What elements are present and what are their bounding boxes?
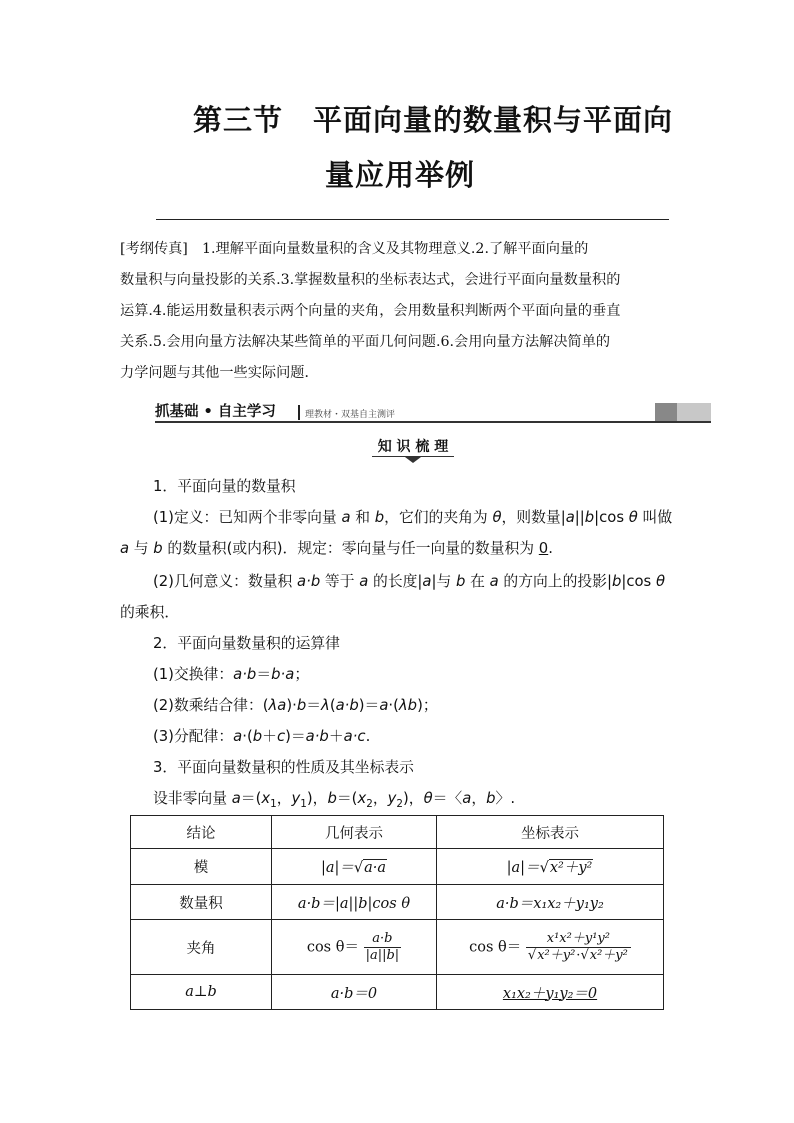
text: ＋ [328, 728, 344, 745]
text: ＝ [256, 666, 272, 683]
row-label: 夹角 [131, 920, 272, 975]
title-divider [156, 219, 669, 220]
text: . [548, 540, 553, 557]
text: (3)分配律： [153, 728, 234, 745]
row-label: 模 [131, 849, 272, 885]
math-a: a [120, 540, 130, 557]
text: ， [471, 790, 487, 807]
formula: |a|＝ [320, 860, 354, 876]
math: b [296, 697, 307, 714]
row-label [131, 975, 272, 1010]
text: ，则数量| [501, 509, 566, 526]
text: 叫做 [637, 509, 673, 526]
denominator: √x²＋y²·√x²＋y² [527, 947, 628, 963]
table-cell [437, 975, 664, 1010]
s1-geometric-line-1 [153, 570, 665, 591]
s1-heading: 1．平面向量的数量积 [153, 478, 296, 495]
formula: a·b＝|a||b|cos θ [297, 895, 411, 912]
math: λa [268, 697, 287, 714]
table-header-cell: 几何表示 [272, 816, 437, 849]
s2-law-3 [153, 725, 370, 746]
table-cell [272, 849, 437, 885]
section-heading [370, 436, 456, 456]
sqrt-content: x²＋y² [549, 860, 593, 876]
formula: a·b＝ [496, 895, 534, 912]
math: y [291, 790, 301, 807]
table-row [131, 920, 664, 975]
math: a [233, 728, 243, 745]
kaogang-line: [考纲传真] 1.理解平面向量数量积的含义及其物理意义.2.了解平面向量的 [120, 241, 589, 257]
text: 的数量积(或内积)．规定：零向量与任一向量的数量积为 [162, 540, 539, 557]
subscript: 1 [300, 797, 307, 810]
table-cell [272, 975, 437, 1010]
text: )； [417, 697, 438, 714]
text: |cos [621, 573, 656, 590]
formula: x₁x₂＋y₁y₂＝0 [502, 985, 598, 1002]
text: 设非零向量 [153, 790, 232, 807]
page-title-line-1: 第三节 平面向量的数量积与平面向 [193, 103, 674, 137]
table-row [131, 975, 664, 1010]
s3-heading: 3．平面向量数量积的性质及其坐标表示 [153, 759, 414, 776]
table-header-row [131, 816, 664, 849]
math-a: a [489, 573, 499, 590]
text: || [574, 509, 585, 526]
math-b: b [153, 540, 163, 557]
math-a: a [359, 573, 369, 590]
band-separator [298, 405, 300, 420]
text: ＝( [336, 790, 358, 807]
math-a: a [422, 573, 432, 590]
text: ， [372, 790, 388, 807]
fraction [364, 931, 402, 964]
math: x [357, 790, 367, 807]
math-a: a [341, 509, 351, 526]
math-b: b [611, 573, 622, 590]
text: ·( [242, 728, 253, 745]
math: a·c [343, 728, 366, 745]
math: c [276, 728, 286, 745]
formula: |a|＝ [506, 860, 540, 876]
sqrt-content: x²＋y² [589, 947, 628, 963]
text: |cos [594, 509, 629, 526]
text: )＝ [285, 728, 306, 745]
math: λ [321, 697, 330, 714]
s2-law-1 [153, 663, 309, 684]
text: |与 [431, 573, 456, 590]
math-theta: θ [492, 509, 502, 526]
text: . [365, 728, 371, 745]
numerator: x¹x²＋y¹y² [526, 931, 631, 948]
math: a·b [335, 697, 359, 714]
math: x [261, 790, 271, 807]
math-a: a [565, 509, 575, 526]
math: θ [423, 790, 433, 807]
table-cell [272, 885, 437, 920]
s1-geometric-line-2: 的乘积． [120, 604, 180, 621]
math: b·a [271, 666, 295, 683]
text: ， [276, 790, 292, 807]
text: ( [329, 697, 336, 714]
formula: cos θ＝ [469, 939, 522, 955]
text: 与 [129, 540, 154, 557]
math: b [327, 790, 337, 807]
formula: x₁x₂＋y₁y₂ [533, 895, 604, 912]
math: b [252, 728, 263, 745]
subscript: 2 [366, 797, 373, 810]
table-row [131, 885, 664, 920]
text: 和 [350, 509, 375, 526]
math-theta: θ [628, 509, 638, 526]
section-heading-text: 知 识 梳 理 [377, 439, 449, 455]
text: )＝ [358, 697, 380, 714]
text: 等于 [320, 573, 360, 590]
s1-definition-line-1 [153, 506, 672, 527]
subscript: 2 [396, 797, 403, 810]
table-header-cell: 结论 [131, 816, 272, 849]
formula: a⊥b [185, 984, 217, 1000]
math: a [462, 790, 472, 807]
band-light-block [677, 403, 711, 422]
denominator: |a||b| [365, 947, 400, 963]
band-dark-block [655, 403, 677, 422]
text: ＋ [262, 728, 277, 745]
table-row [131, 849, 664, 885]
math: a·b [305, 728, 329, 745]
kaogang-line: 关系.5.会用向量方法解决某些简单的平面几何问题.6.会用向量方法解决简单的 [120, 334, 611, 350]
math-b: b [584, 509, 595, 526]
text: ，它们的夹角为 [384, 509, 493, 526]
properties-table [130, 815, 664, 1010]
math: b [486, 790, 496, 807]
math-b: b [374, 509, 385, 526]
numerator: a·b [364, 931, 402, 948]
math: a [231, 790, 241, 807]
text: (1)交换律： [153, 666, 234, 683]
s2-law-2 [153, 694, 438, 715]
math: a [379, 697, 389, 714]
math: λb [398, 697, 418, 714]
math-ab: a·b [297, 573, 321, 590]
row-label: 数量积 [131, 885, 272, 920]
text: (2)几何意义：数量积 [153, 573, 298, 590]
sqrt-content: a·a [364, 860, 387, 876]
kaogang-paragraph [120, 234, 676, 389]
sqrt-symbol: √ [539, 860, 549, 876]
s2-heading: 2．平面向量数量积的运算律 [153, 635, 340, 652]
section-band [155, 403, 711, 423]
table-cell [437, 849, 664, 885]
band-underline [155, 421, 711, 423]
formula: cos θ＝ [306, 939, 359, 955]
answer-zero: 0 [538, 540, 549, 557]
text: 在 [465, 573, 490, 590]
fraction [526, 931, 631, 964]
s1-definition-line-2 [120, 537, 553, 558]
math: a·b [233, 666, 257, 683]
text: 的长度| [368, 573, 423, 590]
text: (2)数乘结合律：( [153, 697, 269, 714]
formula: a·b＝0 [330, 985, 378, 1002]
text: 〉. [495, 790, 516, 807]
text: ＝( [240, 790, 262, 807]
math: y [387, 790, 397, 807]
text: ·( [388, 697, 399, 714]
dot: · [576, 947, 581, 963]
band-lead-text: 抓基础 • 自主学习 [155, 404, 276, 420]
text: 的方向上的投影| [498, 573, 612, 590]
triangle-down-icon [405, 457, 421, 463]
kaogang-line: 数量积与向量投影的关系.3.掌握数量积的坐标表达式，会进行平面向量数量积的 [120, 272, 621, 288]
text: (1)定义：已知两个非零向量 [153, 509, 342, 526]
subscript: 1 [270, 797, 277, 810]
text: )· [286, 697, 297, 714]
kaogang-line: 力学问题与其他一些实际问题． [120, 365, 319, 381]
sqrt-content: x²＋y² [537, 947, 576, 963]
table-cell [437, 885, 664, 920]
math-b: b [455, 573, 466, 590]
table-header-cell: 坐标表示 [437, 816, 664, 849]
text: ＝〈 [432, 790, 463, 807]
math-theta: θ [655, 573, 666, 590]
kaogang-line: 运算.4.能运用数量积表示两个向量的夹角，会用数量积判断两个平面向量的垂直 [120, 303, 621, 319]
band-sub-text: 理教材・双基自主测评 [305, 410, 396, 420]
text: ＝ [306, 697, 322, 714]
text: )， [402, 790, 424, 807]
text: ； [294, 666, 310, 683]
sqrt-symbol: √ [353, 860, 364, 876]
table-cell [437, 920, 664, 975]
table-cell [272, 920, 437, 975]
s3-intro [153, 787, 515, 810]
text: )， [306, 790, 328, 807]
page-title-line-2: 量应用举例 [325, 158, 476, 192]
